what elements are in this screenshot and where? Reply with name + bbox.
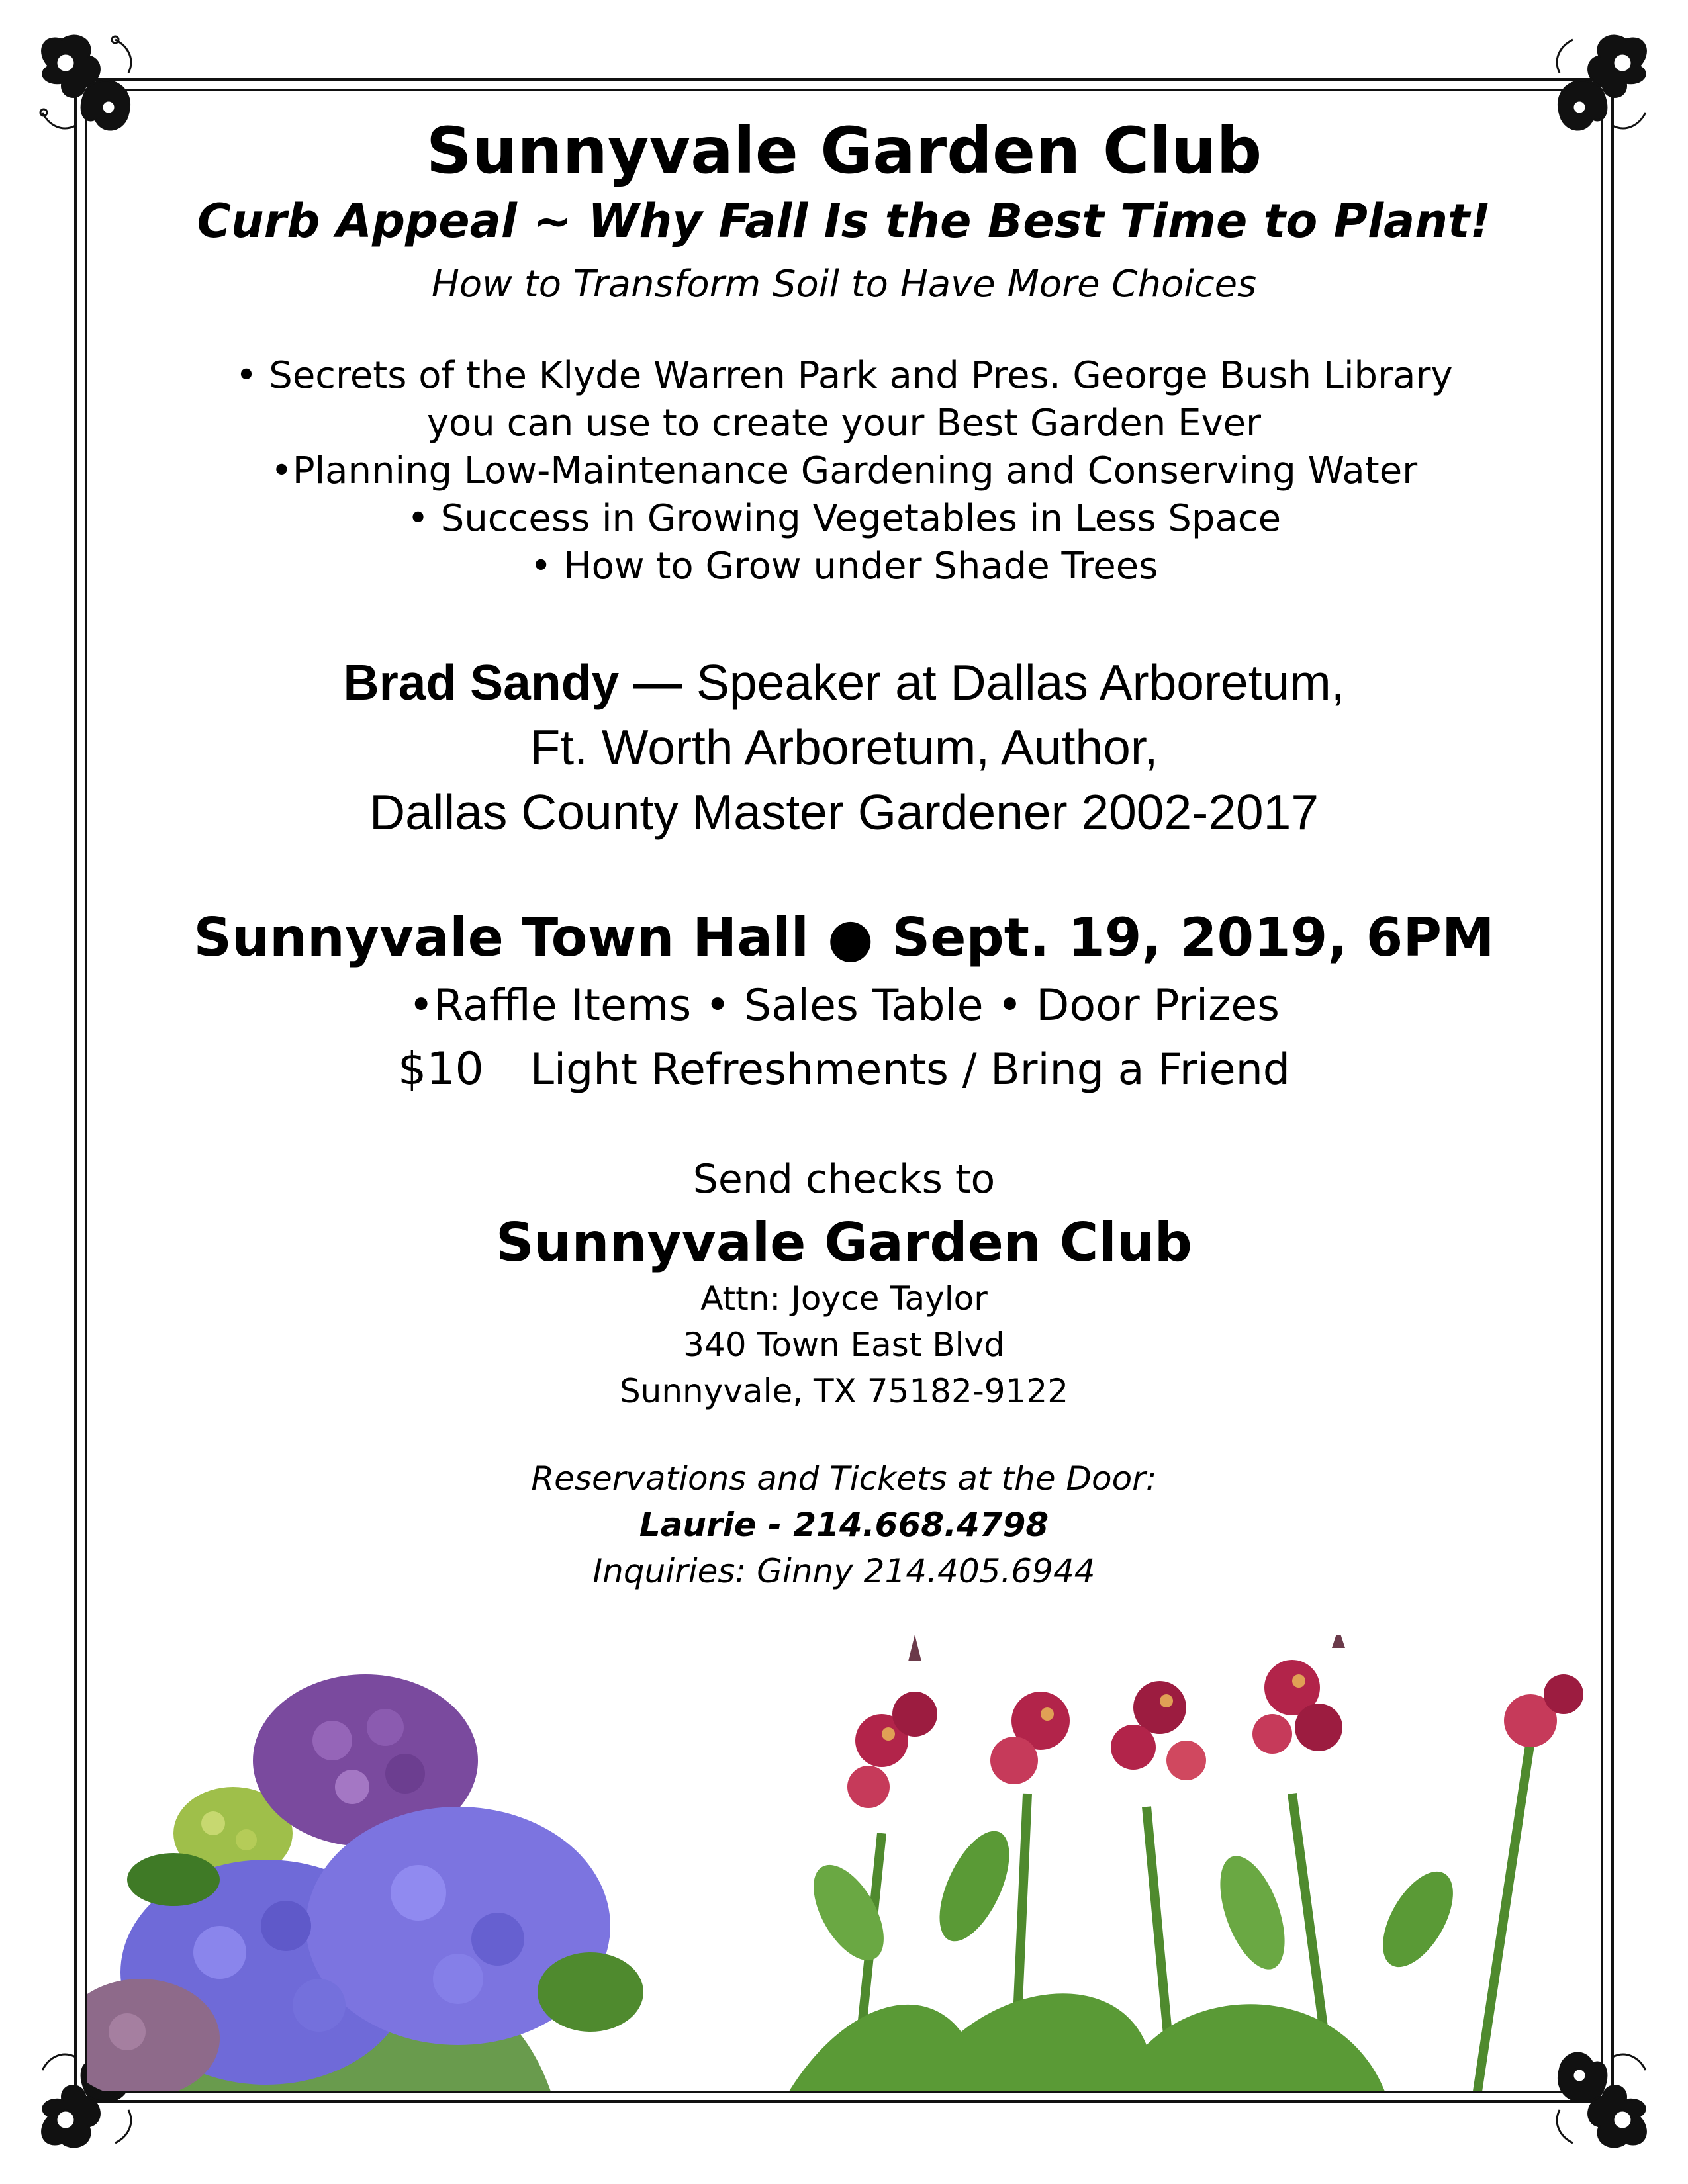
checks-attn: Attn: Joyce Taylor	[700, 1279, 988, 1318]
flyer-title: Sunnyvale Garden Club	[426, 114, 1262, 188]
speaker-block	[106, 650, 1582, 844]
speaker-line: Dallas County Master Gardener 2002-2017	[369, 784, 1319, 840]
check-address-block	[106, 1148, 1582, 1414]
topic-list	[106, 352, 1582, 590]
snapdragon-image	[789, 1635, 1583, 2091]
checks-street: 340 Town East Blvd	[683, 1326, 1005, 1364]
topic-item: •Planning Low-Maintenance Gardening and Conserving Water	[270, 449, 1418, 492]
checks-intro: Send checks to	[692, 1156, 996, 1203]
hydrangea-image	[87, 1674, 643, 2091]
topic-item: • Secrets of the Klyde Warren Park and Pres. George Bush Library	[235, 354, 1453, 397]
speaker-line: Ft. Worth Arboretum, Author,	[530, 719, 1158, 775]
event-place-date: Sunnyvale Town Hall ● Sept. 19, 2019, 6PM	[193, 907, 1495, 968]
flower-illustration	[87, 1635, 1603, 2091]
event-price-line	[106, 1038, 1582, 1102]
reservations-contact: Laurie - 214.668.4798	[639, 1506, 1049, 1544]
reservations-block	[106, 1455, 1582, 1594]
speaker-name: Brad Sandy —	[343, 655, 683, 710]
reservations-inquiries: Inquiries: Ginny 214.405.6944	[592, 1552, 1096, 1590]
topic-item: • How to Grow under Shade Trees	[530, 545, 1158, 588]
checks-org: Sunnyvale Garden Club	[495, 1212, 1193, 1273]
flyer-subtitle: Curb Appeal ~ Why Fall Is the Best Time to Plant!	[197, 194, 1491, 248]
event-extras: •Raffle Items • Sales Table • Door Prizes	[408, 981, 1280, 1030]
flyer-tagline: How to Transform Soil to Have More Choices	[431, 263, 1257, 306]
event-price: $10	[397, 1043, 484, 1095]
topic-item: • Success in Growing Vegetables in Less Space	[406, 497, 1282, 540]
event-details	[106, 901, 1582, 1102]
speaker-line	[106, 650, 1582, 715]
speaker-credential: Speaker at Dallas Arboretum,	[682, 655, 1345, 710]
reservations-heading: Reservations and Tickets at the Door:	[531, 1459, 1157, 1498]
topic-item: you can use to create your Best Garden Ever	[426, 402, 1262, 445]
flyer-content	[106, 106, 1582, 1594]
checks-city: Sunnyvale, TX 75182-9122	[619, 1372, 1069, 1410]
event-refreshments: Light Refreshments / Bring a Friend	[530, 1045, 1291, 1095]
